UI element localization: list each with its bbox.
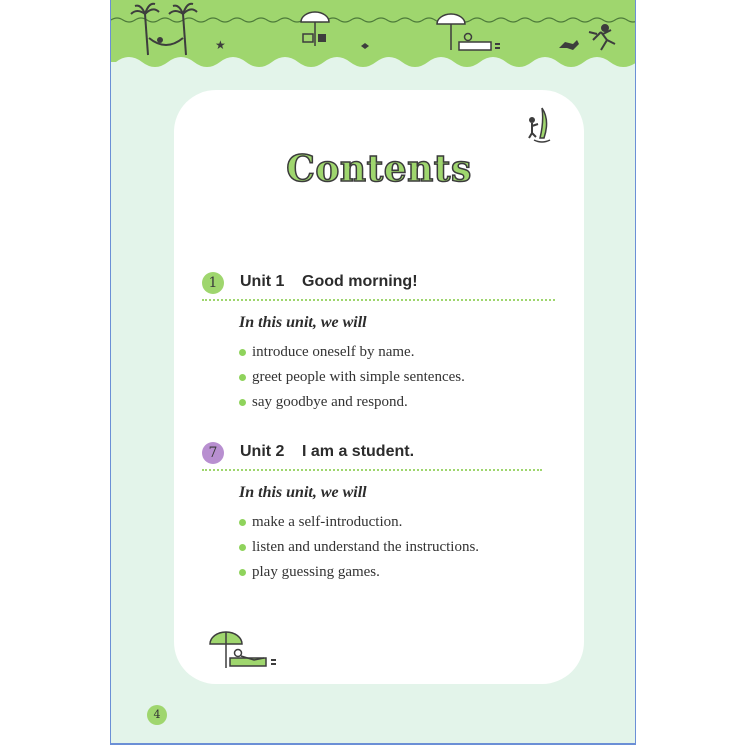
list-item: play guessing games. [239, 560, 562, 585]
bullet-icon [239, 519, 246, 526]
page-title: Contents [286, 148, 472, 190]
unit-page-badge: 7 [202, 442, 224, 464]
bullet-icon [239, 349, 246, 356]
list-item: make a self-introduction. [239, 510, 562, 535]
bullet-icon [239, 374, 246, 381]
unit-section-2 [202, 442, 562, 585]
unit-label: Unit 2 [240, 443, 285, 460]
unit-intro: In this unit, we will [239, 314, 367, 331]
unit-intro: In this unit, we will [239, 484, 367, 501]
unit-label: Unit 1 [240, 273, 285, 290]
list-item: say goodbye and respond. [239, 390, 562, 415]
dotted-divider [202, 469, 542, 471]
bullet-icon [239, 399, 246, 406]
bullet-icon [239, 569, 246, 576]
textbook-page [110, 0, 636, 745]
bullet-icon [239, 544, 246, 551]
beach-banner [111, 0, 636, 72]
unit-heading[interactable] [202, 272, 562, 302]
goal-list [239, 510, 562, 585]
goal-list [239, 340, 562, 415]
unit-heading[interactable] [202, 442, 562, 472]
contents-card [174, 90, 584, 684]
unit-section-1 [202, 272, 562, 415]
unit-page-badge: 1 [202, 272, 224, 294]
list-item: introduce oneself by name. [239, 340, 562, 365]
dotted-divider [202, 299, 555, 301]
star-icon: ★ [215, 38, 226, 52]
list-item: greet people with simple sentences. [239, 365, 562, 390]
unit-title: Good morning! [302, 273, 418, 290]
list-item: listen and understand the instructions. [239, 535, 562, 560]
sunbather-icon [208, 630, 280, 670]
page-number: 4 [147, 705, 167, 725]
surfer-icon [524, 106, 552, 144]
unit-title: I am a student. [302, 443, 415, 460]
